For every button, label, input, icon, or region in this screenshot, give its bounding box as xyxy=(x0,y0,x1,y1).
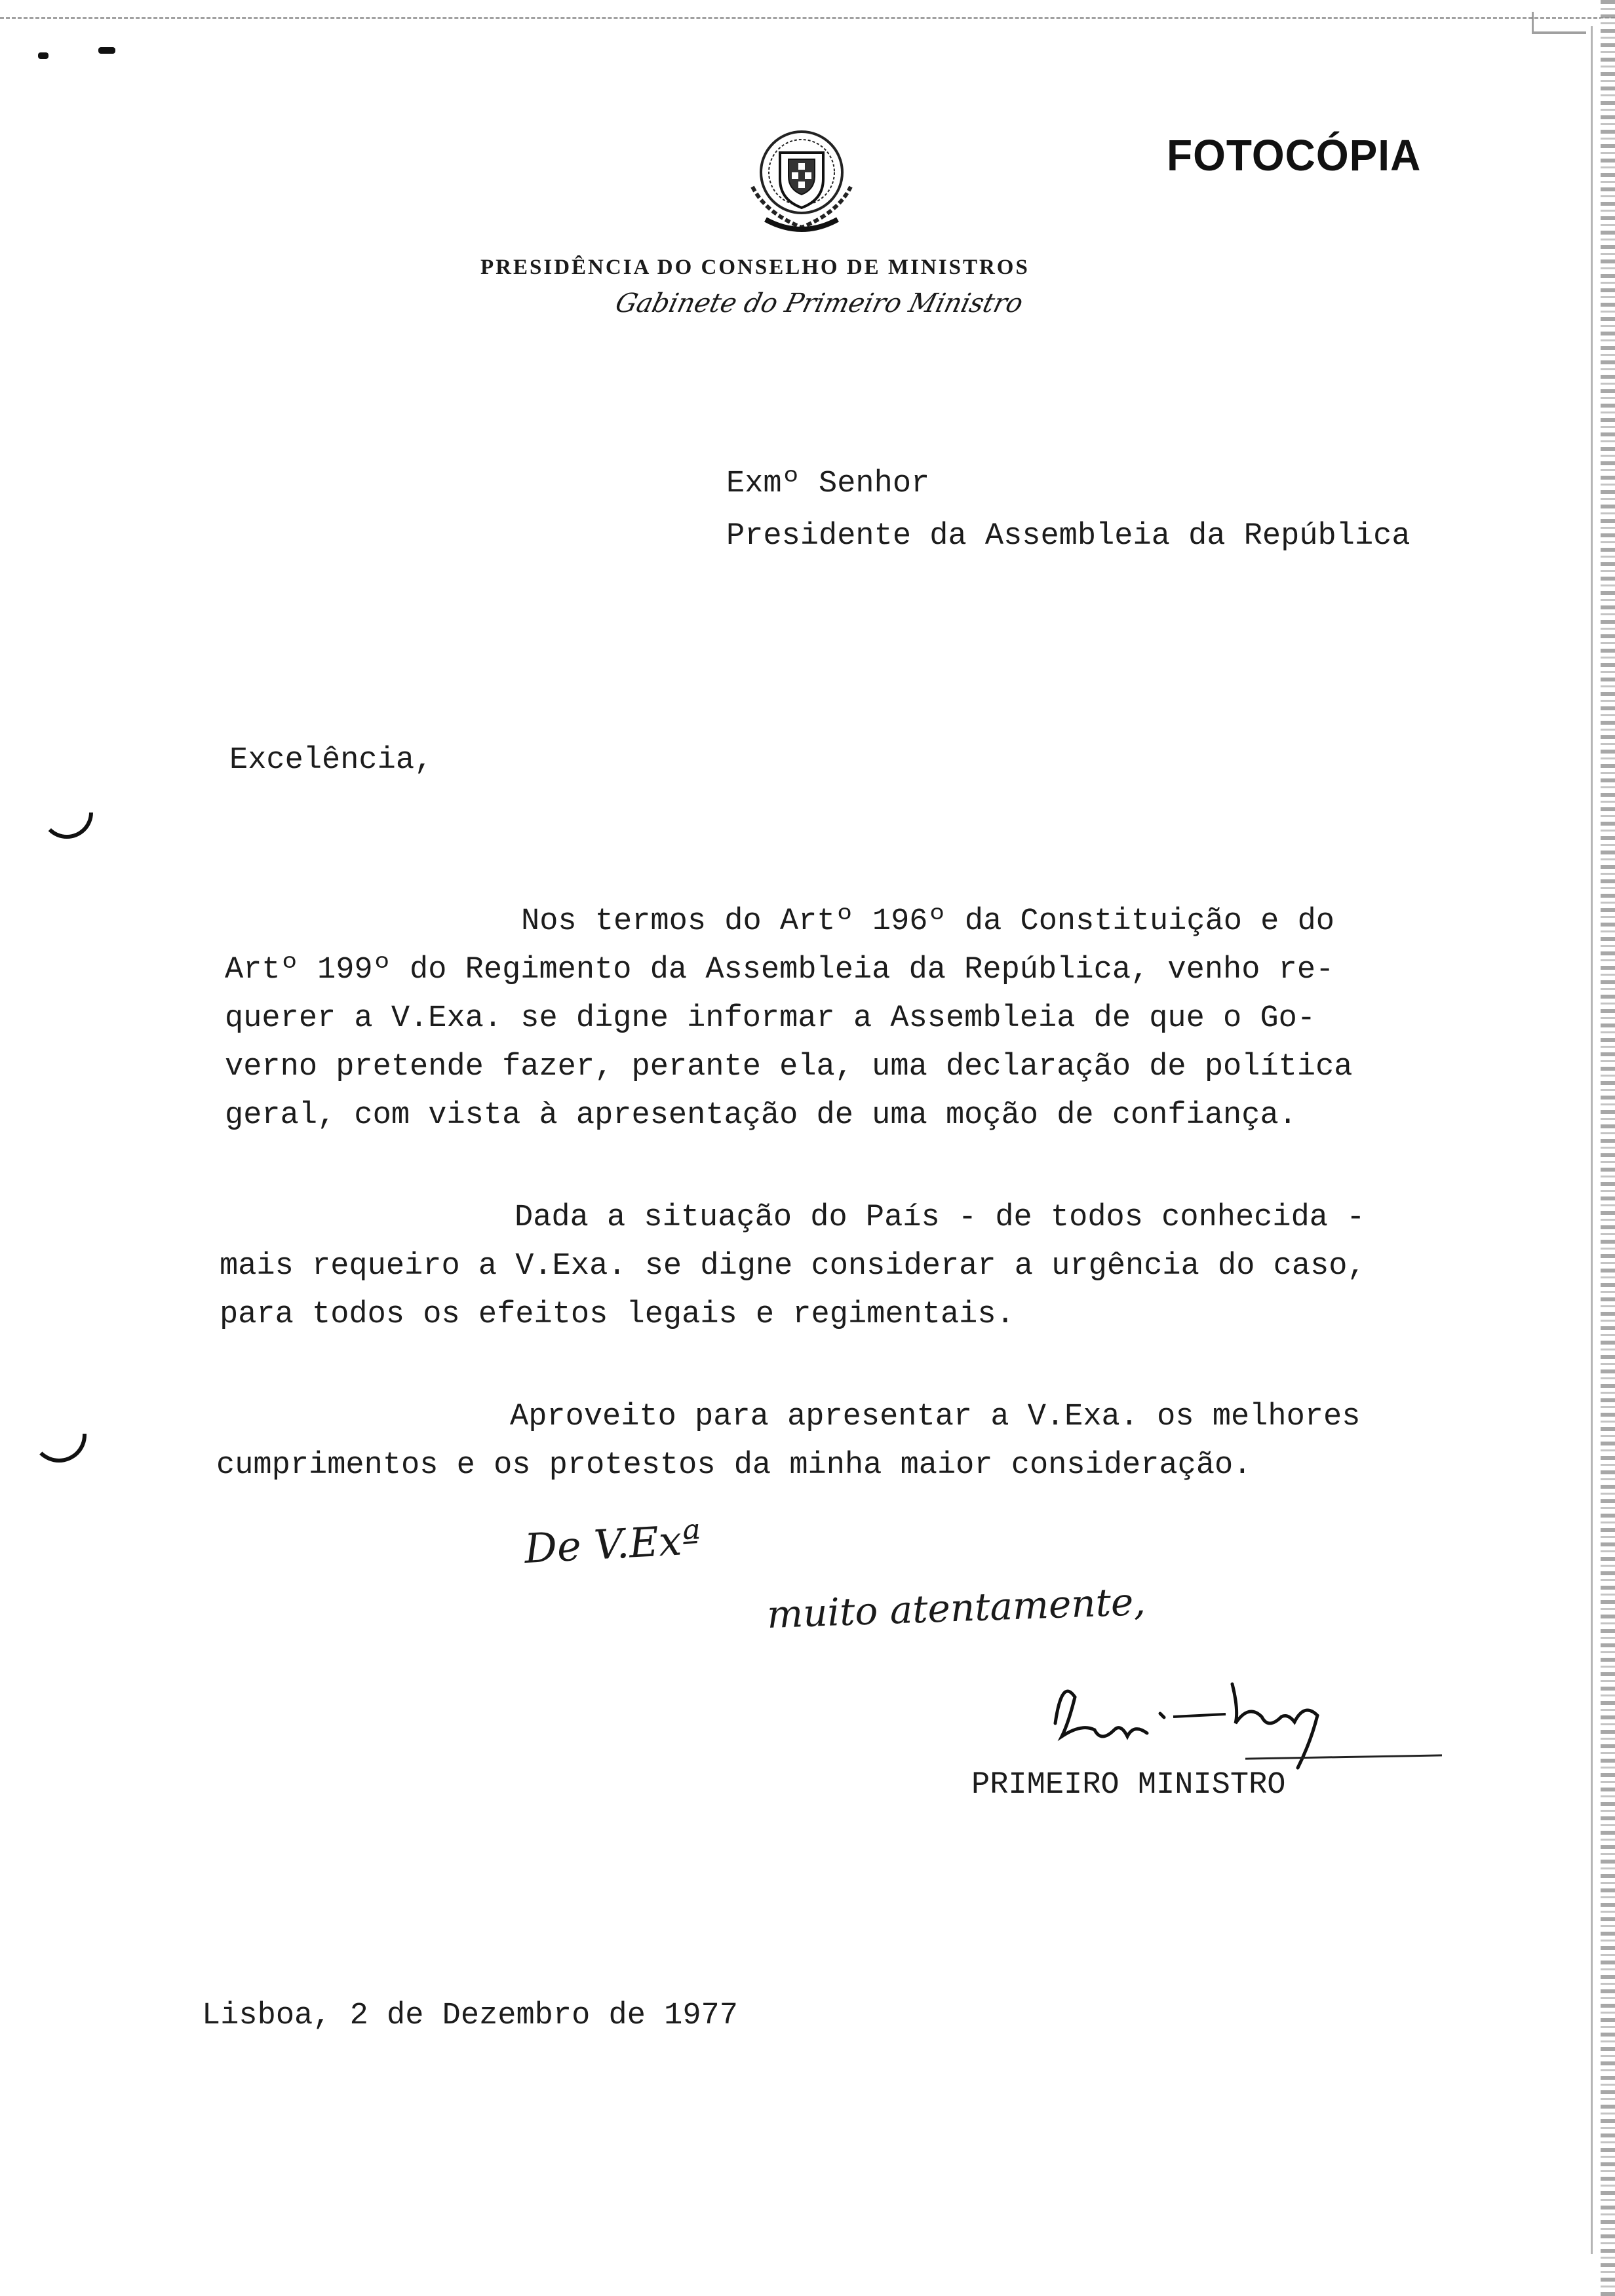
paragraph-1-line: geral, com vista à apresentação de uma moção de confiança. xyxy=(225,1098,1297,1133)
scan-right-line xyxy=(1591,26,1593,2254)
paragraph-1-line: querer a V.Exa. se digne informar a Assembleia de que o Go- xyxy=(225,1001,1316,1036)
handwritten-closing-line: muito atentamente, xyxy=(766,1578,1146,1637)
paragraph-3-line: Aproveito para apresentar a V.Exa. os melhores xyxy=(510,1400,1361,1434)
greeting: Excelência, xyxy=(229,743,433,778)
paragraph-1-line: Nos termos do Artº 196º da Constituição e do xyxy=(521,904,1335,939)
signatory-title: PRIMEIRO MINISTRO xyxy=(971,1768,1286,1803)
paragraph-2-line: mais requeiro a V.Exa. se digne considerar a urgência do caso, xyxy=(220,1249,1366,1284)
scan-right-edge xyxy=(1601,0,1615,2296)
handwritten-closing-line: De V.Exª xyxy=(523,1515,703,1573)
punch-hole-mark xyxy=(41,813,93,839)
scan-top-edge xyxy=(0,0,1615,19)
scan-corner-mark xyxy=(1532,12,1586,34)
scan-dot-mark xyxy=(38,52,49,59)
addressee-title: Presidente da Assembleia da República xyxy=(726,519,1411,554)
office-name: Gabinete do Primeiro Ministro xyxy=(612,288,1026,318)
paragraph-3-line: cumprimentos e os protestos da minha maior consideração. xyxy=(216,1448,1252,1483)
paragraph-1-line: Artº 199º do Regimento da Assembleia da República, venho re- xyxy=(225,953,1334,987)
place-date: Lisboa, 2 de Dezembro de 1977 xyxy=(202,1999,738,2033)
paragraph-1-line: verno pretende fazer, perante ela, uma declaração de política xyxy=(225,1050,1353,1084)
paragraph-2-line: Dada a situação do País - de todos conhecida - xyxy=(515,1200,1365,1235)
scan-dash-mark xyxy=(98,47,115,54)
photocopy-stamp: FOTOCÓPIA xyxy=(1167,130,1422,180)
punch-hole-mark xyxy=(31,1434,87,1463)
institution-name: PRESIDÊNCIA DO CONSELHO DE MINISTROS xyxy=(480,256,1030,279)
paragraph-2-line: para todos os efeitos legais e regimentais. xyxy=(220,1297,1015,1332)
coat-of-arms-seal xyxy=(739,121,864,239)
addressee-salutation: Exmº Senhor xyxy=(726,467,930,501)
